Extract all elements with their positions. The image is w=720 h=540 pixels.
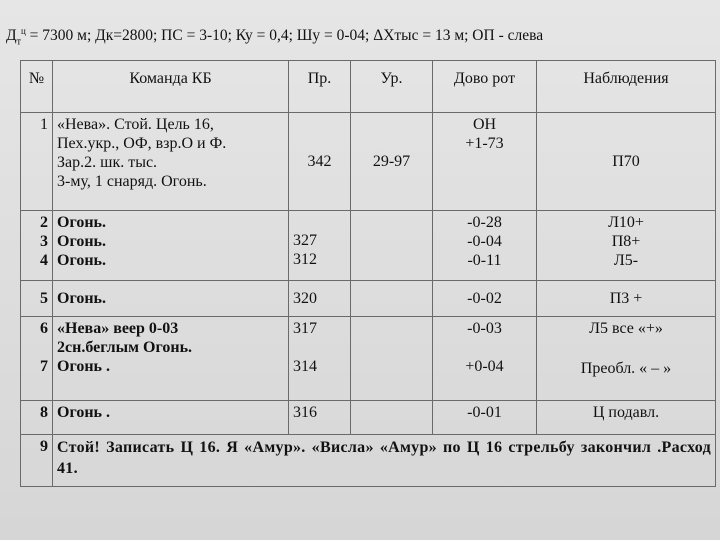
row-ur: [351, 317, 433, 401]
pr-line: 314: [293, 358, 317, 375]
row-pr: 316: [289, 401, 351, 435]
row-observation: П70: [537, 113, 716, 211]
observation-line: Л5 все «+»: [589, 320, 663, 337]
row-number-line: 3: [40, 233, 48, 250]
dovorot-line: -0-11: [467, 252, 502, 269]
table-header-row: [21, 61, 716, 113]
observation-line: Преобл. « – »: [580, 360, 672, 377]
command-line: «Нева». Стой. Цель 16,: [57, 116, 214, 133]
dovorot-line: -0-04: [467, 233, 502, 250]
header-line: [6, 26, 714, 47]
row-observation: [537, 211, 716, 281]
observation-line: П8+: [611, 233, 641, 250]
row-number: 9: [21, 435, 53, 487]
command-line: Пех.укр., ОФ, взр.О и Ф.: [57, 135, 227, 152]
row-command: Огонь.: [53, 281, 289, 317]
dovorot-line: ОН: [472, 116, 497, 133]
command-line: Огонь.: [57, 214, 106, 231]
row-dovorot: [433, 317, 537, 401]
pr-line: [293, 219, 346, 231]
command-line: Огонь.: [57, 233, 106, 250]
dovorot-line: +0-04: [465, 358, 504, 375]
row-pr: [289, 317, 351, 401]
pr-line: 327: [293, 232, 317, 249]
row-number-line: 7: [40, 358, 48, 375]
row-command: [53, 317, 289, 401]
table-row: [21, 317, 716, 401]
row-final-command: Стой! Записать Ц 16. Я «Амур». «Висла» «Амур» по Ц 16 стрельбу закончил .Расход 41.: [53, 435, 716, 487]
command-line: 2сн.беглым Огонь.: [57, 339, 193, 356]
observation-line: Л10+: [608, 214, 644, 231]
row-observation: П3 +: [537, 281, 716, 317]
header-parameters: = 7300 м; Дк=2800; ПС = 3-10; Ку = 0,4; Шу = 0-04; ΔХтыс = 13 м; ОП - слева: [25, 27, 544, 45]
row-pr: 320: [289, 281, 351, 317]
command-line: 3-му, 1 снаряд. Огонь.: [57, 173, 207, 190]
row-ur: [351, 211, 433, 281]
row-observation: Ц подавл.: [537, 401, 716, 435]
row-number: 8: [21, 401, 53, 435]
col-header-dovorot: Дово рот: [433, 61, 537, 113]
observation-line: Л5-: [613, 252, 639, 269]
row-number-line: 6: [40, 320, 48, 337]
row-dovorot: [433, 113, 537, 211]
col-header-number: №: [21, 61, 53, 113]
row-number: 1: [21, 113, 53, 211]
col-header-command: Команда КБ: [53, 61, 289, 113]
col-header-ur: Ур.: [351, 61, 433, 113]
pr-line: 312: [293, 251, 317, 268]
col-header-observations: Наблюдения: [537, 61, 716, 113]
row-dovorot: [433, 211, 537, 281]
row-number: [21, 211, 53, 281]
row-number: 5: [21, 281, 53, 317]
table-row: [21, 211, 716, 281]
row-pr: [289, 211, 351, 281]
command-line: Зар.2. шк. тыс.: [57, 154, 158, 171]
row-dovorot: -0-01: [433, 401, 537, 435]
command-line: Огонь .: [57, 358, 110, 375]
table-row: [21, 281, 716, 317]
table-row: [21, 401, 716, 435]
fire-log-table: [20, 60, 716, 487]
row-ur: 29-97: [351, 113, 433, 211]
row-pr: 342: [289, 113, 351, 211]
row-command: [53, 113, 289, 211]
row-number-line: 4: [40, 252, 48, 269]
row-dovorot: -0-02: [433, 281, 537, 317]
header-d-sub: т: [16, 36, 21, 48]
row-number: [21, 317, 53, 401]
command-line: Огонь.: [57, 252, 106, 269]
command-line: «Нева» веер 0-03: [57, 320, 179, 337]
row-number-line: 2: [40, 214, 48, 231]
table-row: [21, 435, 716, 487]
row-command: Огонь .: [53, 401, 289, 435]
row-ur: [351, 281, 433, 317]
row-command: [53, 211, 289, 281]
row-ur: [351, 401, 433, 435]
dovorot-line: +1-73: [465, 135, 504, 152]
header-d-sup: ц: [20, 26, 26, 36]
row-observation: [537, 317, 716, 401]
dovorot-line: -0-03: [467, 320, 502, 337]
table-row: [21, 113, 716, 211]
header-d-letter: Д: [6, 27, 17, 45]
col-header-pr: Пр.: [289, 61, 351, 113]
pr-line: 317: [293, 320, 317, 337]
dovorot-line: -0-28: [467, 214, 502, 231]
